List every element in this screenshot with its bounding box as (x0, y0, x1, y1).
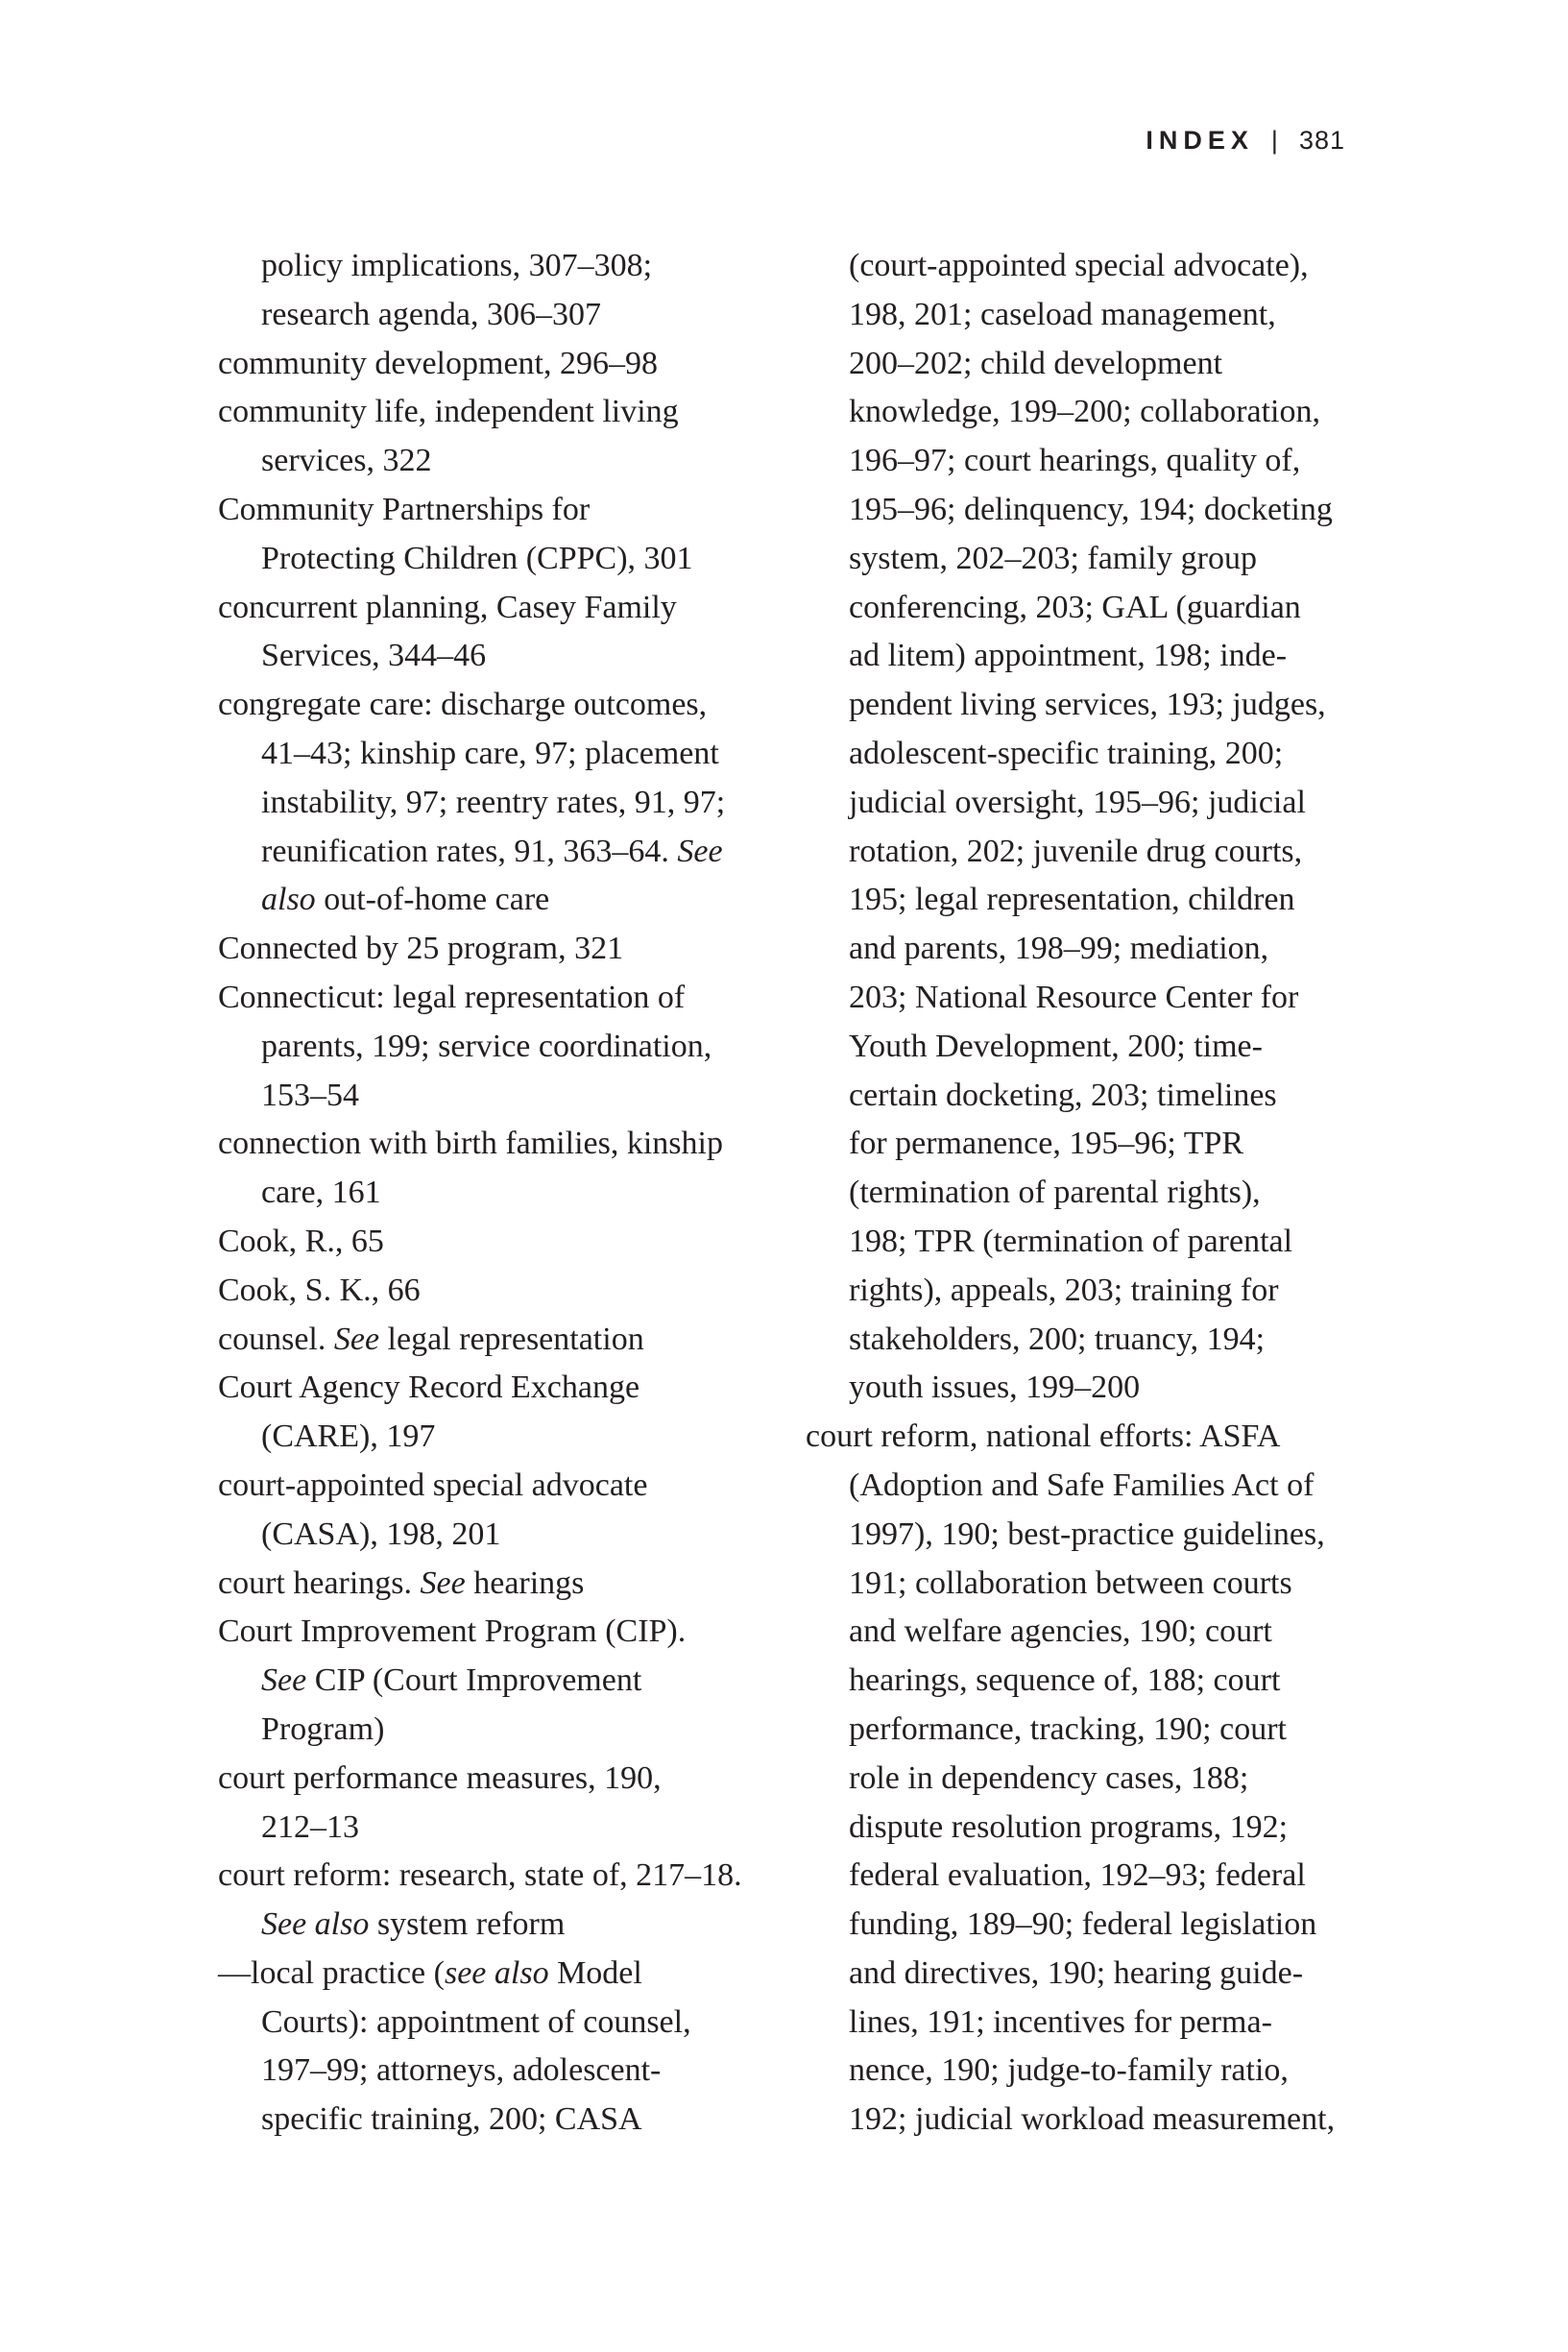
entry-text: stakeholders, 200; truancy, 194; (849, 1321, 1266, 1357)
entry-text: services, 322 (261, 443, 432, 479)
entry-text: Court Improvement Program (CIP). (218, 1613, 687, 1650)
index-entry-line (806, 1413, 1382, 1462)
index-subentry-line (806, 632, 1382, 681)
entry-text: parents, 199; service coordination, (261, 1028, 712, 1064)
cross-reference-text: See (261, 1662, 307, 1699)
index-entry-line (218, 1364, 794, 1413)
entry-text: 153–54 (261, 1077, 359, 1113)
entry-text: pendent living services, 193; judges, (849, 687, 1326, 723)
index-subentry-line (806, 730, 1382, 779)
entry-text: Cook, R., 65 (218, 1223, 384, 1259)
entry-text: 195; legal representation, children (849, 882, 1295, 918)
index-subentry-line (806, 437, 1382, 486)
cross-reference-text: See also (261, 1906, 370, 1943)
index-entry-line (218, 486, 794, 535)
index-subentry-line (218, 291, 794, 340)
entry-text: Model (548, 1954, 642, 1991)
running-head (1146, 121, 1345, 159)
entry-text: court reform: research, state of, 217–18. (218, 1857, 742, 1894)
entry-text: reunification rates, 91, 363–64. (261, 833, 678, 869)
index-subentry-line (806, 1999, 1382, 2048)
index-subentry-line (218, 242, 794, 291)
entry-text: 198, 201; caseload management, (849, 296, 1276, 332)
index-subentry-line (218, 1511, 794, 1560)
entry-text: Court Agency Record Exchange (218, 1370, 640, 1406)
index-subentry-line (218, 1072, 794, 1121)
index-subentry-line (806, 1023, 1382, 1072)
index-entry-line (218, 1218, 794, 1267)
index-subentry-line (806, 1072, 1382, 1121)
entry-text: dispute resolution programs, 192; (849, 1808, 1289, 1845)
entry-text: (Adoption and Safe Families Act of (849, 1467, 1315, 1503)
index-entry-line (218, 1560, 794, 1609)
entry-text: congregate care: discharge outcomes, (218, 687, 708, 723)
index-subentry-line (806, 2047, 1382, 2096)
entry-text: Cook, S. K., 66 (218, 1272, 421, 1308)
entry-text: —local practice ( (218, 1954, 445, 1991)
page-number: 381 (1298, 126, 1345, 155)
cross-reference-text: See (420, 1564, 466, 1601)
index-subentry-line (218, 2047, 794, 2096)
entry-text: Youth Development, 200; time- (849, 1028, 1263, 1064)
entry-text: knowledge, 199–200; collaboration, (849, 394, 1321, 430)
index-subentry-line (806, 876, 1382, 925)
entry-text: lines, 191; incentives for perma- (849, 2003, 1272, 2040)
index-subentry-line (806, 535, 1382, 584)
index-subentry-line (218, 2096, 794, 2145)
entry-text: court performance measures, 190, (218, 1759, 662, 1796)
cross-reference-text: See (333, 1321, 380, 1357)
entry-text: and directives, 190; hearing guide- (849, 1954, 1304, 1991)
entry-text: policy implications, 307–308; (261, 248, 653, 283)
index-subentry-line (806, 974, 1382, 1023)
index-subentry-line (806, 1852, 1382, 1901)
index-subentry-line (806, 779, 1382, 828)
index-entry-line (218, 340, 794, 389)
entry-text: court hearings. (218, 1564, 421, 1601)
index-subentry-line (218, 535, 794, 584)
index-entry-line (218, 1852, 794, 1901)
index-subentry-line (806, 2096, 1382, 2145)
entry-text: funding, 189–90; federal legislation (849, 1906, 1317, 1943)
index-column-right (806, 242, 1382, 2145)
index-entry-line (218, 1950, 794, 1999)
entry-text: concurrent planning, Casey Family (218, 589, 677, 625)
entry-text: adolescent-specific training, 200; (849, 735, 1284, 771)
cross-reference-text: see also (444, 1954, 549, 1991)
entry-text: connection with birth families, kinship (218, 1126, 723, 1162)
index-entry-line (218, 584, 794, 633)
entry-text: 191; collaboration between courts (849, 1564, 1292, 1601)
index-subentry-line (806, 291, 1382, 340)
cross-reference-text: also (261, 882, 316, 918)
entry-text: court reform, national efforts: ASFA (806, 1418, 1281, 1455)
index-column-left (218, 242, 794, 2145)
entry-text: and parents, 198–99; mediation, (849, 931, 1269, 967)
entry-text: system reform (369, 1906, 566, 1943)
index-subentry-line (806, 1560, 1382, 1609)
entry-text: rotation, 202; juvenile drug courts, (849, 833, 1303, 869)
entry-text: 192; judicial workload measurement, (849, 2101, 1336, 2138)
index-subentry-line (806, 1316, 1382, 1365)
entry-text: hearings (465, 1564, 585, 1601)
index-subentry-line (218, 437, 794, 486)
entry-text: hearings, sequence of, 188; court (849, 1662, 1281, 1699)
index-subentry-line (806, 584, 1382, 633)
entry-text: 195–96; delinquency, 194; docketing (849, 491, 1333, 527)
index-subentry-line (806, 242, 1382, 291)
entry-text: instability, 97; reentry rates, 91, 97; (261, 784, 726, 820)
entry-text: Community Partnerships for (218, 491, 591, 527)
entry-text: for permanence, 195–96; TPR (849, 1126, 1244, 1162)
entry-text: (CARE), 197 (261, 1418, 436, 1455)
index-subentry-line (806, 1608, 1382, 1657)
index-subentry-line (218, 1657, 794, 1706)
index-subentry-line (806, 1120, 1382, 1169)
index-subentry-line (806, 1950, 1382, 1999)
entry-text: specific training, 200; CASA (261, 2101, 642, 2138)
index-subentry-line (806, 681, 1382, 730)
entry-text: community life, independent living (218, 394, 679, 430)
entry-text: and welfare agencies, 190; court (849, 1613, 1272, 1650)
entry-text: research agenda, 306–307 (261, 296, 602, 332)
index-subentry-line (218, 730, 794, 779)
entry-text: court-appointed special advocate (218, 1467, 648, 1503)
entry-text: 203; National Resource Center for (849, 979, 1299, 1015)
entry-text: system, 202–203; family group (849, 540, 1257, 576)
index-subentry-line (218, 1023, 794, 1072)
entry-text: Courts): appointment of counsel, (261, 2003, 691, 2040)
entry-text: CIP (Court Improvement (306, 1662, 642, 1699)
index-entry-line (218, 1608, 794, 1657)
entry-text: certain docketing, 203; timelines (849, 1077, 1277, 1113)
running-head-title: INDEX (1146, 126, 1254, 155)
entry-text: performance, tracking, 190; court (849, 1710, 1287, 1747)
index-subentry-line (806, 1218, 1382, 1267)
entry-text: Connecticut: legal representation of (218, 979, 686, 1015)
index-subentry-line (806, 828, 1382, 877)
entry-text: out-of-home care (315, 882, 550, 918)
index-subentry-line (806, 1755, 1382, 1804)
entry-text: 200–202; child development (849, 345, 1223, 381)
entry-text: role in dependency cases, 188; (849, 1759, 1249, 1796)
cross-reference-text: See (677, 833, 723, 869)
index-entry-line (218, 1120, 794, 1169)
index-subentry-line (806, 1901, 1382, 1950)
entry-text: legal representation (379, 1321, 644, 1357)
entry-text: youth issues, 199–200 (849, 1370, 1141, 1406)
index-entry-line (218, 1755, 794, 1804)
entry-text: (termination of parental rights), (849, 1175, 1261, 1211)
entry-text: counsel. (218, 1321, 334, 1357)
index-subentry-line (806, 1267, 1382, 1316)
entry-text: 1997), 190; best-practice guidelines, (849, 1515, 1325, 1552)
index-subentry-line (806, 340, 1382, 389)
entry-text: 198; TPR (termination of parental (849, 1223, 1293, 1259)
index-subentry-line (806, 1169, 1382, 1218)
index-entry-line (218, 974, 794, 1023)
index-entry-line (218, 1316, 794, 1365)
index-entry-line (218, 388, 794, 437)
index-subentry-line (218, 779, 794, 828)
index-subentry-line (806, 925, 1382, 974)
index-subentry-line (218, 1413, 794, 1462)
index-subentry-line (218, 876, 794, 925)
index-subentry-line (806, 1364, 1382, 1413)
index-subentry-line (218, 828, 794, 877)
entry-text: federal evaluation, 192–93; federal (849, 1857, 1306, 1894)
index-subentry-line (806, 388, 1382, 437)
index-subentry-line (806, 1804, 1382, 1853)
index-entry-line (218, 1267, 794, 1316)
entry-text: (CASA), 198, 201 (261, 1515, 501, 1552)
index-entry-line (218, 1462, 794, 1511)
index-subentry-line (218, 1901, 794, 1950)
running-head-separator: | (1270, 126, 1278, 155)
index-subentry-line (218, 1706, 794, 1755)
entry-text: 196–97; court hearings, quality of, (849, 443, 1301, 479)
index-subentry-line (218, 1169, 794, 1218)
entry-text: Program) (261, 1710, 385, 1747)
index-subentry-line (806, 1462, 1382, 1511)
entry-text: Protecting Children (CPPC), 301 (261, 540, 693, 576)
index-subentry-line (806, 1657, 1382, 1706)
entry-text: ad litem) appointment, 198; inde- (849, 638, 1288, 674)
index-entry-line (218, 925, 794, 974)
entry-text: care, 161 (261, 1175, 381, 1211)
entry-text: judicial oversight, 195–96; judicial (849, 784, 1306, 820)
index-entry-line (218, 681, 794, 730)
entry-text: community development, 296–98 (218, 345, 658, 381)
entry-text: Connected by 25 program, 321 (218, 931, 624, 967)
entry-text: 41–43; kinship care, 97; placement (261, 735, 719, 771)
entry-text: (court-appointed special advocate), (849, 248, 1309, 283)
index-subentry-line (806, 486, 1382, 535)
index-subentry-line (806, 1706, 1382, 1755)
index-subentry-line (218, 632, 794, 681)
entry-text: rights), appeals, 203; training for (849, 1272, 1279, 1308)
entry-text: conferencing, 203; GAL (guardian (849, 589, 1301, 625)
entry-text: 212–13 (261, 1808, 359, 1845)
entry-text: 197–99; attorneys, adolescent- (261, 2052, 662, 2089)
entry-text: nence, 190; judge-to-family ratio, (849, 2052, 1289, 2089)
index-subentry-line (806, 1511, 1382, 1560)
entry-text: Services, 344–46 (261, 638, 487, 674)
index-subentry-line (218, 1804, 794, 1853)
index-subentry-line (218, 1999, 794, 2048)
